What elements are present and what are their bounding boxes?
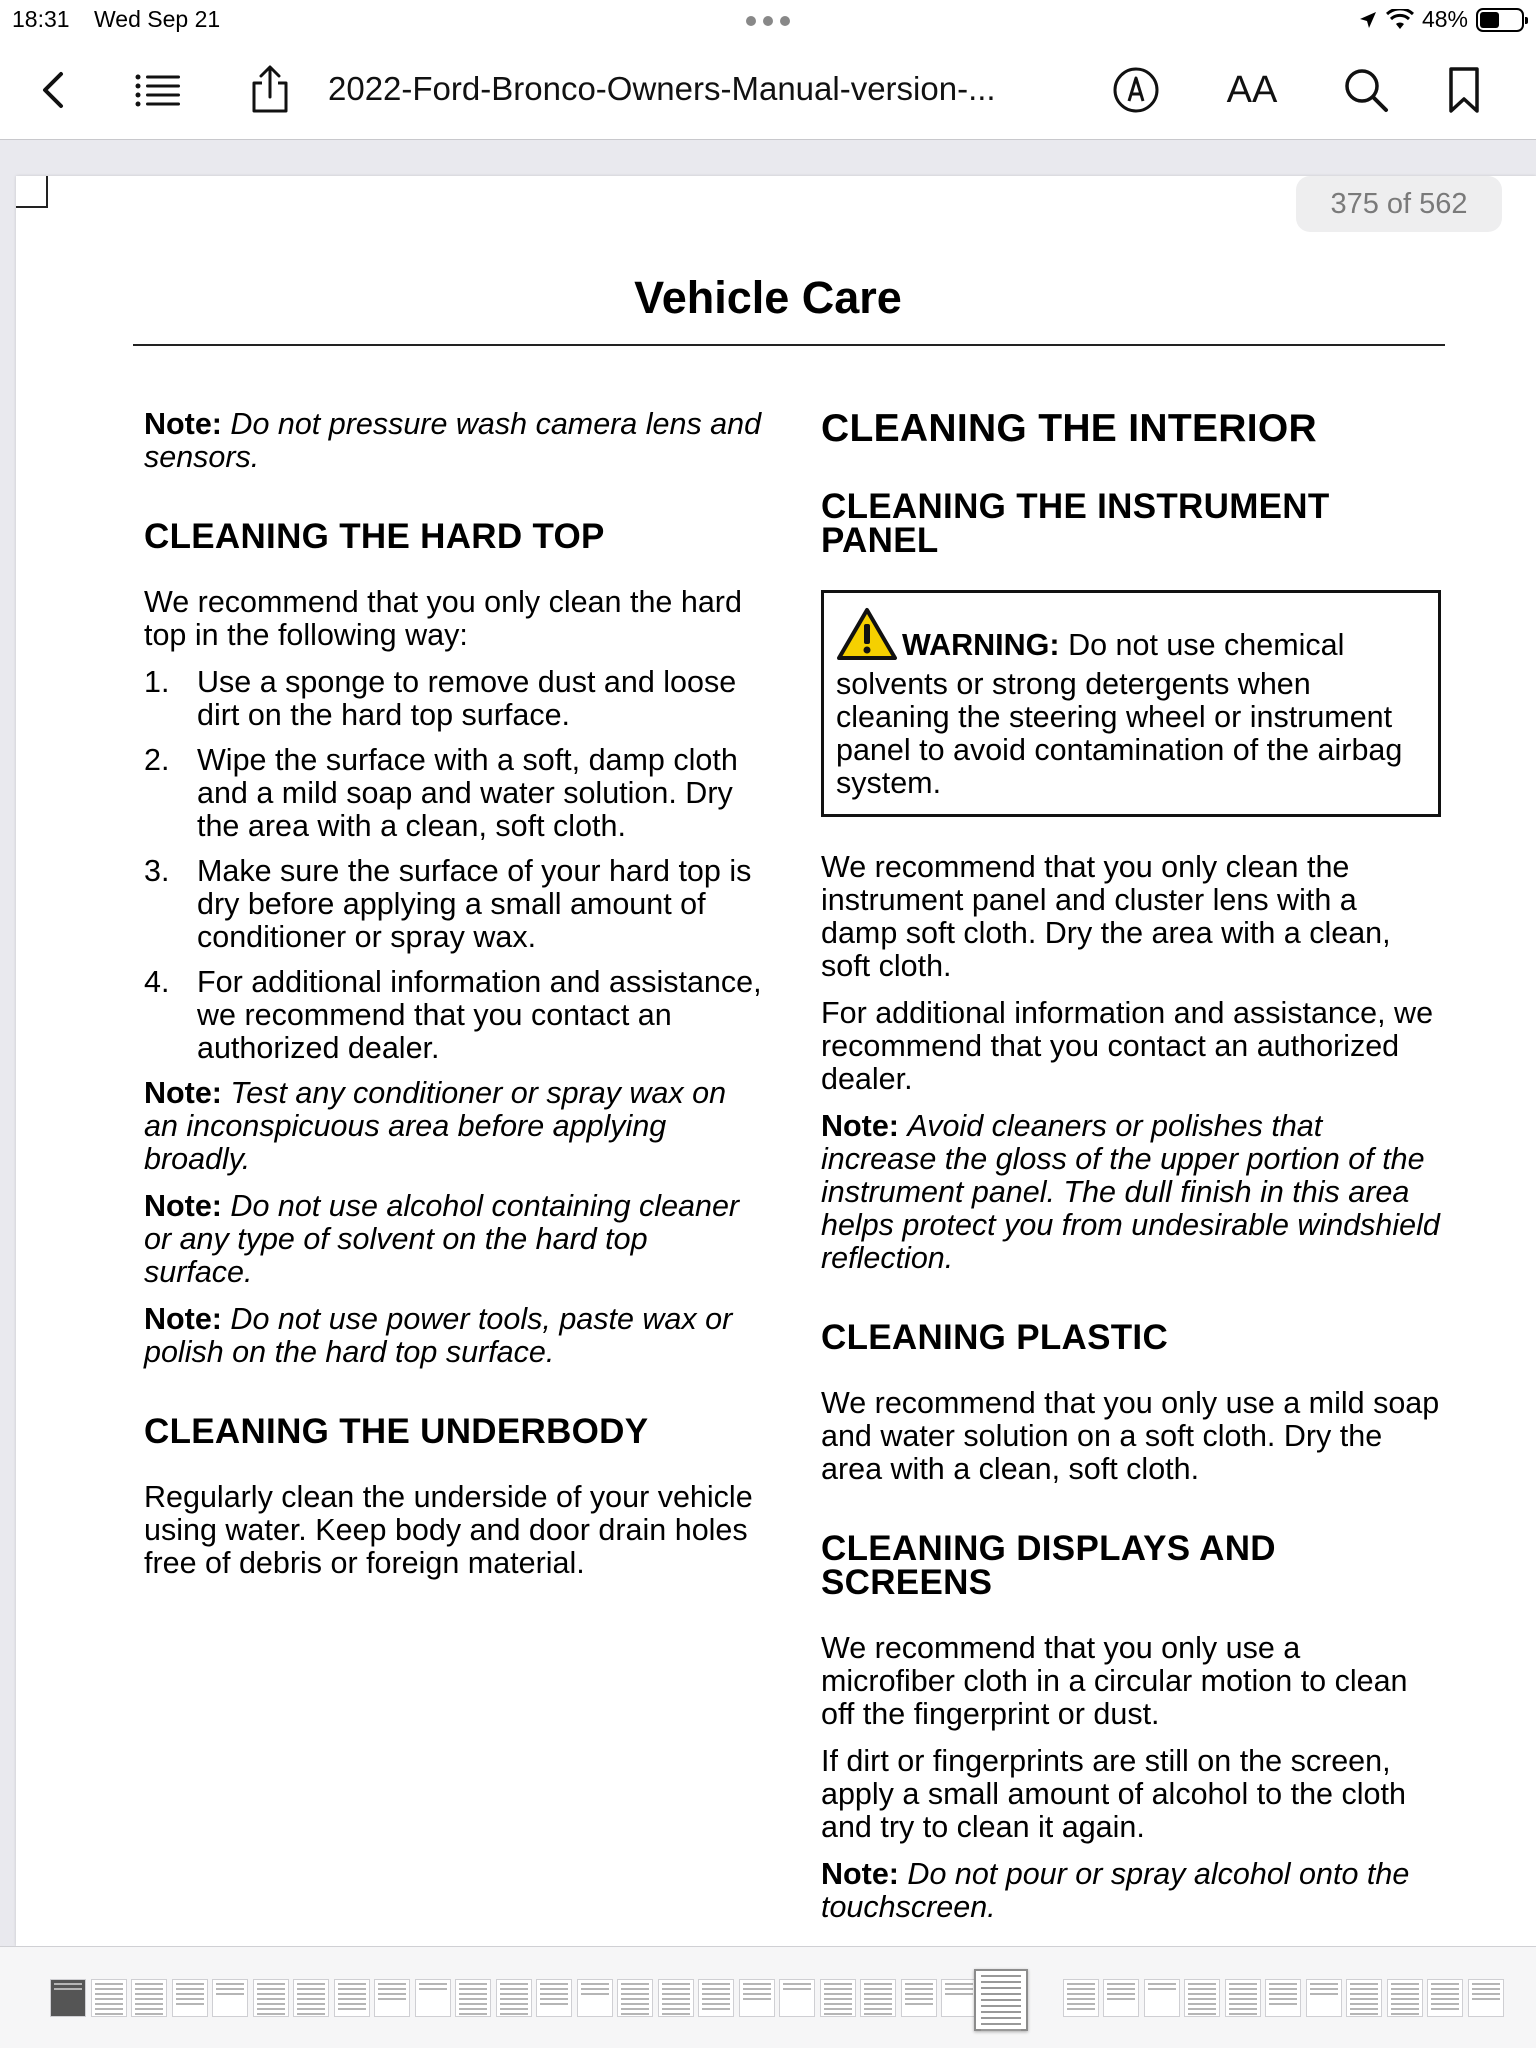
page-thumbnail[interactable] bbox=[91, 1979, 127, 2017]
plastic-text: We recommend that you only use a mild soap and water solution on a soft cloth. Dry the area with a clean, soft cloth. bbox=[821, 1386, 1440, 1486]
page-thumbnail[interactable] bbox=[739, 1979, 775, 2017]
page-heading: Vehicle Care bbox=[634, 272, 902, 323]
left-column bbox=[144, 408, 764, 1594]
page-thumbnail[interactable] bbox=[131, 1979, 167, 2017]
page-thumbnail[interactable] bbox=[941, 1979, 977, 2017]
page-thumbnail[interactable] bbox=[1144, 1979, 1180, 2017]
page-indicator: 375 of 562 bbox=[1296, 176, 1502, 232]
battery-icon bbox=[1476, 8, 1524, 32]
page-thumbnail[interactable] bbox=[172, 1979, 208, 2017]
text-size-label: AA bbox=[1226, 68, 1278, 111]
page-thumbnail[interactable] bbox=[1103, 1979, 1139, 2017]
warning-text: Do not use chemical solvents or strong detergents when cleaning the steering wheel or instrument panel to avoid contamination of the airbag system. bbox=[836, 628, 1403, 800]
status-date: Wed Sep 21 bbox=[94, 6, 221, 32]
section-title-underbody: CLEANING THE UNDERBODY bbox=[144, 1412, 649, 1451]
search-icon[interactable] bbox=[1336, 60, 1396, 120]
page-thumbnail[interactable] bbox=[577, 1979, 613, 2017]
list-item: 1. Use a sponge to remove dust and loose dirt on the hard top surface. bbox=[144, 665, 737, 732]
page-thumbnail[interactable] bbox=[1184, 1979, 1220, 2017]
note-alcohol-cleaner: Note: Do not use alcohol containing cleaner or any type of solvent on the hard top surface. bbox=[144, 1189, 740, 1289]
current-page-thumbnail[interactable] bbox=[974, 1969, 1028, 2031]
hard-top-intro: We recommend that you only clean the hard top in the following way: bbox=[144, 585, 742, 652]
section-title-plastic: CLEANING PLASTIC bbox=[821, 1318, 1169, 1357]
page-thumbnail[interactable] bbox=[496, 1979, 532, 2017]
note-test-conditioner: Note: Test any conditioner or spray wax on an inconspicuous area before applying broadly. bbox=[144, 1076, 727, 1176]
note-gloss: Note: Avoid cleaners or polishes that increase the gloss of the upper portion of the instrument panel. The dull finish in this area helps protect you from undesirable windshield reflection. bbox=[821, 1109, 1440, 1275]
page-thumbnail[interactable] bbox=[1427, 1979, 1463, 2017]
share-icon[interactable] bbox=[240, 60, 300, 120]
underbody-text: Regularly clean the underside of your vehicle using water. Keep body and door drain holes free of debris or foreign material. bbox=[144, 1480, 753, 1580]
status-indicators bbox=[1358, 6, 1524, 33]
page-thumbnail[interactable] bbox=[698, 1979, 734, 2017]
text-size-button[interactable] bbox=[1222, 60, 1282, 120]
page-thumbnail[interactable] bbox=[779, 1979, 815, 2017]
location-icon bbox=[1358, 10, 1378, 30]
thumbnail-strip[interactable] bbox=[0, 1946, 1536, 2048]
page-thumbnail[interactable] bbox=[415, 1979, 451, 2017]
toolbar bbox=[0, 40, 1536, 140]
note-power-tools: Note: Do not use power tools, paste wax or polish on the hard top surface. bbox=[144, 1302, 733, 1369]
list-item: 3. Make sure the surface of your hard top is dry before applying a small amount of conditioner or spray wax. bbox=[144, 854, 752, 954]
page-thumbnail[interactable] bbox=[212, 1979, 248, 2017]
list-icon[interactable] bbox=[128, 60, 188, 120]
warning-label: WARNING: bbox=[902, 628, 1060, 662]
page-thumbnail[interactable] bbox=[1265, 1979, 1301, 2017]
document-title: 2022-Ford-Bronco-Owners-Manual-version-... bbox=[328, 70, 996, 107]
page-thumbnail[interactable] bbox=[1306, 1979, 1342, 2017]
page-thumbnail[interactable] bbox=[617, 1979, 653, 2017]
page-thumbnail[interactable] bbox=[293, 1979, 329, 2017]
page-thumbnail[interactable] bbox=[1468, 1979, 1504, 2017]
page-thumbnail[interactable] bbox=[860, 1979, 896, 2017]
wifi-icon bbox=[1386, 9, 1414, 31]
displays-text-2: If dirt or fingerprints are still on the screen, apply a small amount of alcohol to the cloth and try to clean it again. bbox=[821, 1744, 1406, 1844]
list-item: 4. For additional information and assistance, we recommend that you contact an authorized dealer. bbox=[144, 965, 762, 1065]
note-pour-alcohol: Note: Do not pour or spray alcohol onto the touchscreen. bbox=[821, 1857, 1410, 1924]
page-thumbnail[interactable] bbox=[50, 1979, 86, 2017]
page-thumbnail[interactable] bbox=[1063, 1979, 1099, 2017]
heading-divider bbox=[133, 344, 1445, 346]
status-time: 18:31 bbox=[12, 6, 70, 32]
page-thumbnail[interactable] bbox=[536, 1979, 572, 2017]
bookmark-icon[interactable] bbox=[1434, 60, 1494, 120]
section-title-instrument-panel: CLEANING THE INSTRUMENT PANEL bbox=[821, 487, 1330, 560]
page-thumbnail[interactable] bbox=[1387, 1979, 1423, 2017]
status-bar bbox=[0, 0, 1536, 40]
page-corner-mark bbox=[16, 176, 48, 208]
markup-icon[interactable] bbox=[1106, 60, 1166, 120]
page-thumbnail[interactable] bbox=[374, 1979, 410, 2017]
warning-box bbox=[821, 590, 1441, 817]
page-thumbnail[interactable] bbox=[901, 1979, 937, 2017]
back-icon[interactable] bbox=[24, 60, 84, 120]
right-column bbox=[821, 408, 1441, 1938]
battery-percent: 48% bbox=[1421, 6, 1468, 32]
section-title-hard-top: CLEANING THE HARD TOP bbox=[144, 517, 605, 556]
warning-icon bbox=[836, 607, 898, 668]
page-thumbnail[interactable] bbox=[455, 1979, 491, 2017]
page-thumbnail[interactable] bbox=[1346, 1979, 1382, 2017]
list-item: 2. Wipe the surface with a soft, damp cloth and a mild soap and water solution. Dry the area with a clean, soft cloth. bbox=[144, 743, 738, 843]
page-thumbnail[interactable] bbox=[658, 1979, 694, 2017]
page-thumbnail[interactable] bbox=[334, 1979, 370, 2017]
section-title-displays: CLEANING DISPLAYS AND SCREENS bbox=[821, 1529, 1276, 1602]
section-title-interior: CLEANING THE INTERIOR bbox=[821, 407, 1317, 450]
hard-top-steps bbox=[144, 666, 764, 1065]
page-thumbnail[interactable] bbox=[820, 1979, 856, 2017]
page-thumbnail[interactable] bbox=[1225, 1979, 1261, 2017]
instrument-text-1: We recommend that you only clean the instrument panel and cluster lens with a damp soft cloth. Dry the area with a clean, soft cloth. bbox=[821, 850, 1391, 983]
displays-text-1: We recommend that you only use a microfiber cloth in a circular motion to clean off the fingerprint or dust. bbox=[821, 1631, 1408, 1731]
instrument-text-2: For additional information and assistance, we recommend that you contact an authorized dealer. bbox=[821, 996, 1434, 1096]
multitasking-dots-icon[interactable] bbox=[746, 16, 790, 28]
page-thumbnail[interactable] bbox=[253, 1979, 289, 2017]
note-pressure-wash: Note: Do not pressure wash camera lens and sensors. bbox=[144, 407, 762, 474]
